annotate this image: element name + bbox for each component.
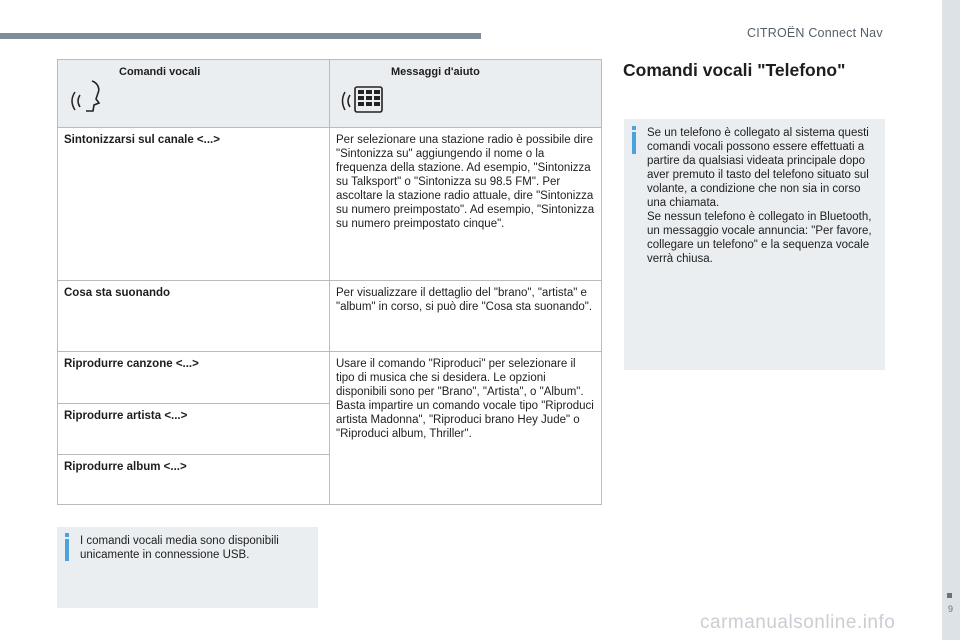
watermark: carmanualsonline.info xyxy=(700,612,896,633)
header-help-label: Messaggi d'aiuto xyxy=(391,66,480,78)
voice-keypad-icon xyxy=(340,77,386,121)
command-cell: Cosa sta suonando xyxy=(58,281,330,352)
voice-command-icon xyxy=(68,77,110,121)
brand-title: CITROËN Connect Nav xyxy=(747,26,883,40)
help-cell: Per selezionare una stazione radio è possibile dire "Sintonizza su" aggiungendo il nome o la frequenza della stazione. Ad esempio, "Sintonizza su Talksport" o "Sintonizza su 98.5 FM". Per ascoltare la stazione radio attuale, dire "Sintonizza su numero preimpostato". Ad esempio, "Sintonizza su numero preimpostato cinque". xyxy=(330,128,602,281)
section-title-phone: Comandi vocali "Telefono" xyxy=(623,60,846,80)
table-row xyxy=(58,128,602,281)
command-cell: Sintonizzarsi sul canale <...> xyxy=(58,128,330,281)
table-header-row xyxy=(58,60,602,128)
usb-info-note xyxy=(57,527,318,608)
page-number: 9 xyxy=(948,604,954,614)
phone-info-text: Se un telefono è collegato al sistema questi comandi vocali possono essere effettuati a partire da qualsiasi videata principale dopo aver premuto il tasto del telefono situato sul volante, a condizione che non sia in corso una chiamata. Se nessun telefono è collegato in Bluetooth, un messaggio vocale annuncia: "Per favore, collegare un telefono" e la sequenza vocale verrà chiusa. xyxy=(647,127,872,265)
help-cell: Per visualizzare il dettaglio del "brano", "artista" e "album" in corso, si può dire "Cosa sta suonando". xyxy=(330,281,602,352)
header-cell-commands xyxy=(58,60,330,128)
page-marker xyxy=(947,593,952,598)
page-side-tab xyxy=(942,0,960,640)
usb-info-text: I comandi vocali media sono disponibili unicamente in connessione USB. xyxy=(80,535,279,561)
header-bar xyxy=(0,33,481,39)
table-row xyxy=(58,281,602,352)
command-cell: Riprodurre canzone <...> xyxy=(58,352,330,404)
command-cell: Riprodurre artista <...> xyxy=(58,404,330,455)
header-cell-help xyxy=(330,60,602,128)
voice-commands-table xyxy=(57,59,602,505)
phone-info-note xyxy=(624,119,885,370)
table-row xyxy=(58,352,602,404)
help-cell: Usare il comando "Riproduci" per selezionare il tipo di musica che si desidera. Le opzioni disponibili sono per "Brano", "Artista", o "Album". Basta impartire un comando vocale tipo "Riproduci artista Madonna", "Riproduci brano Hey Jude" o "Riproduci album, Thriller". xyxy=(330,352,602,505)
header-commands-label: Comandi vocali xyxy=(119,66,201,78)
command-cell: Riprodurre album <...> xyxy=(58,455,330,505)
